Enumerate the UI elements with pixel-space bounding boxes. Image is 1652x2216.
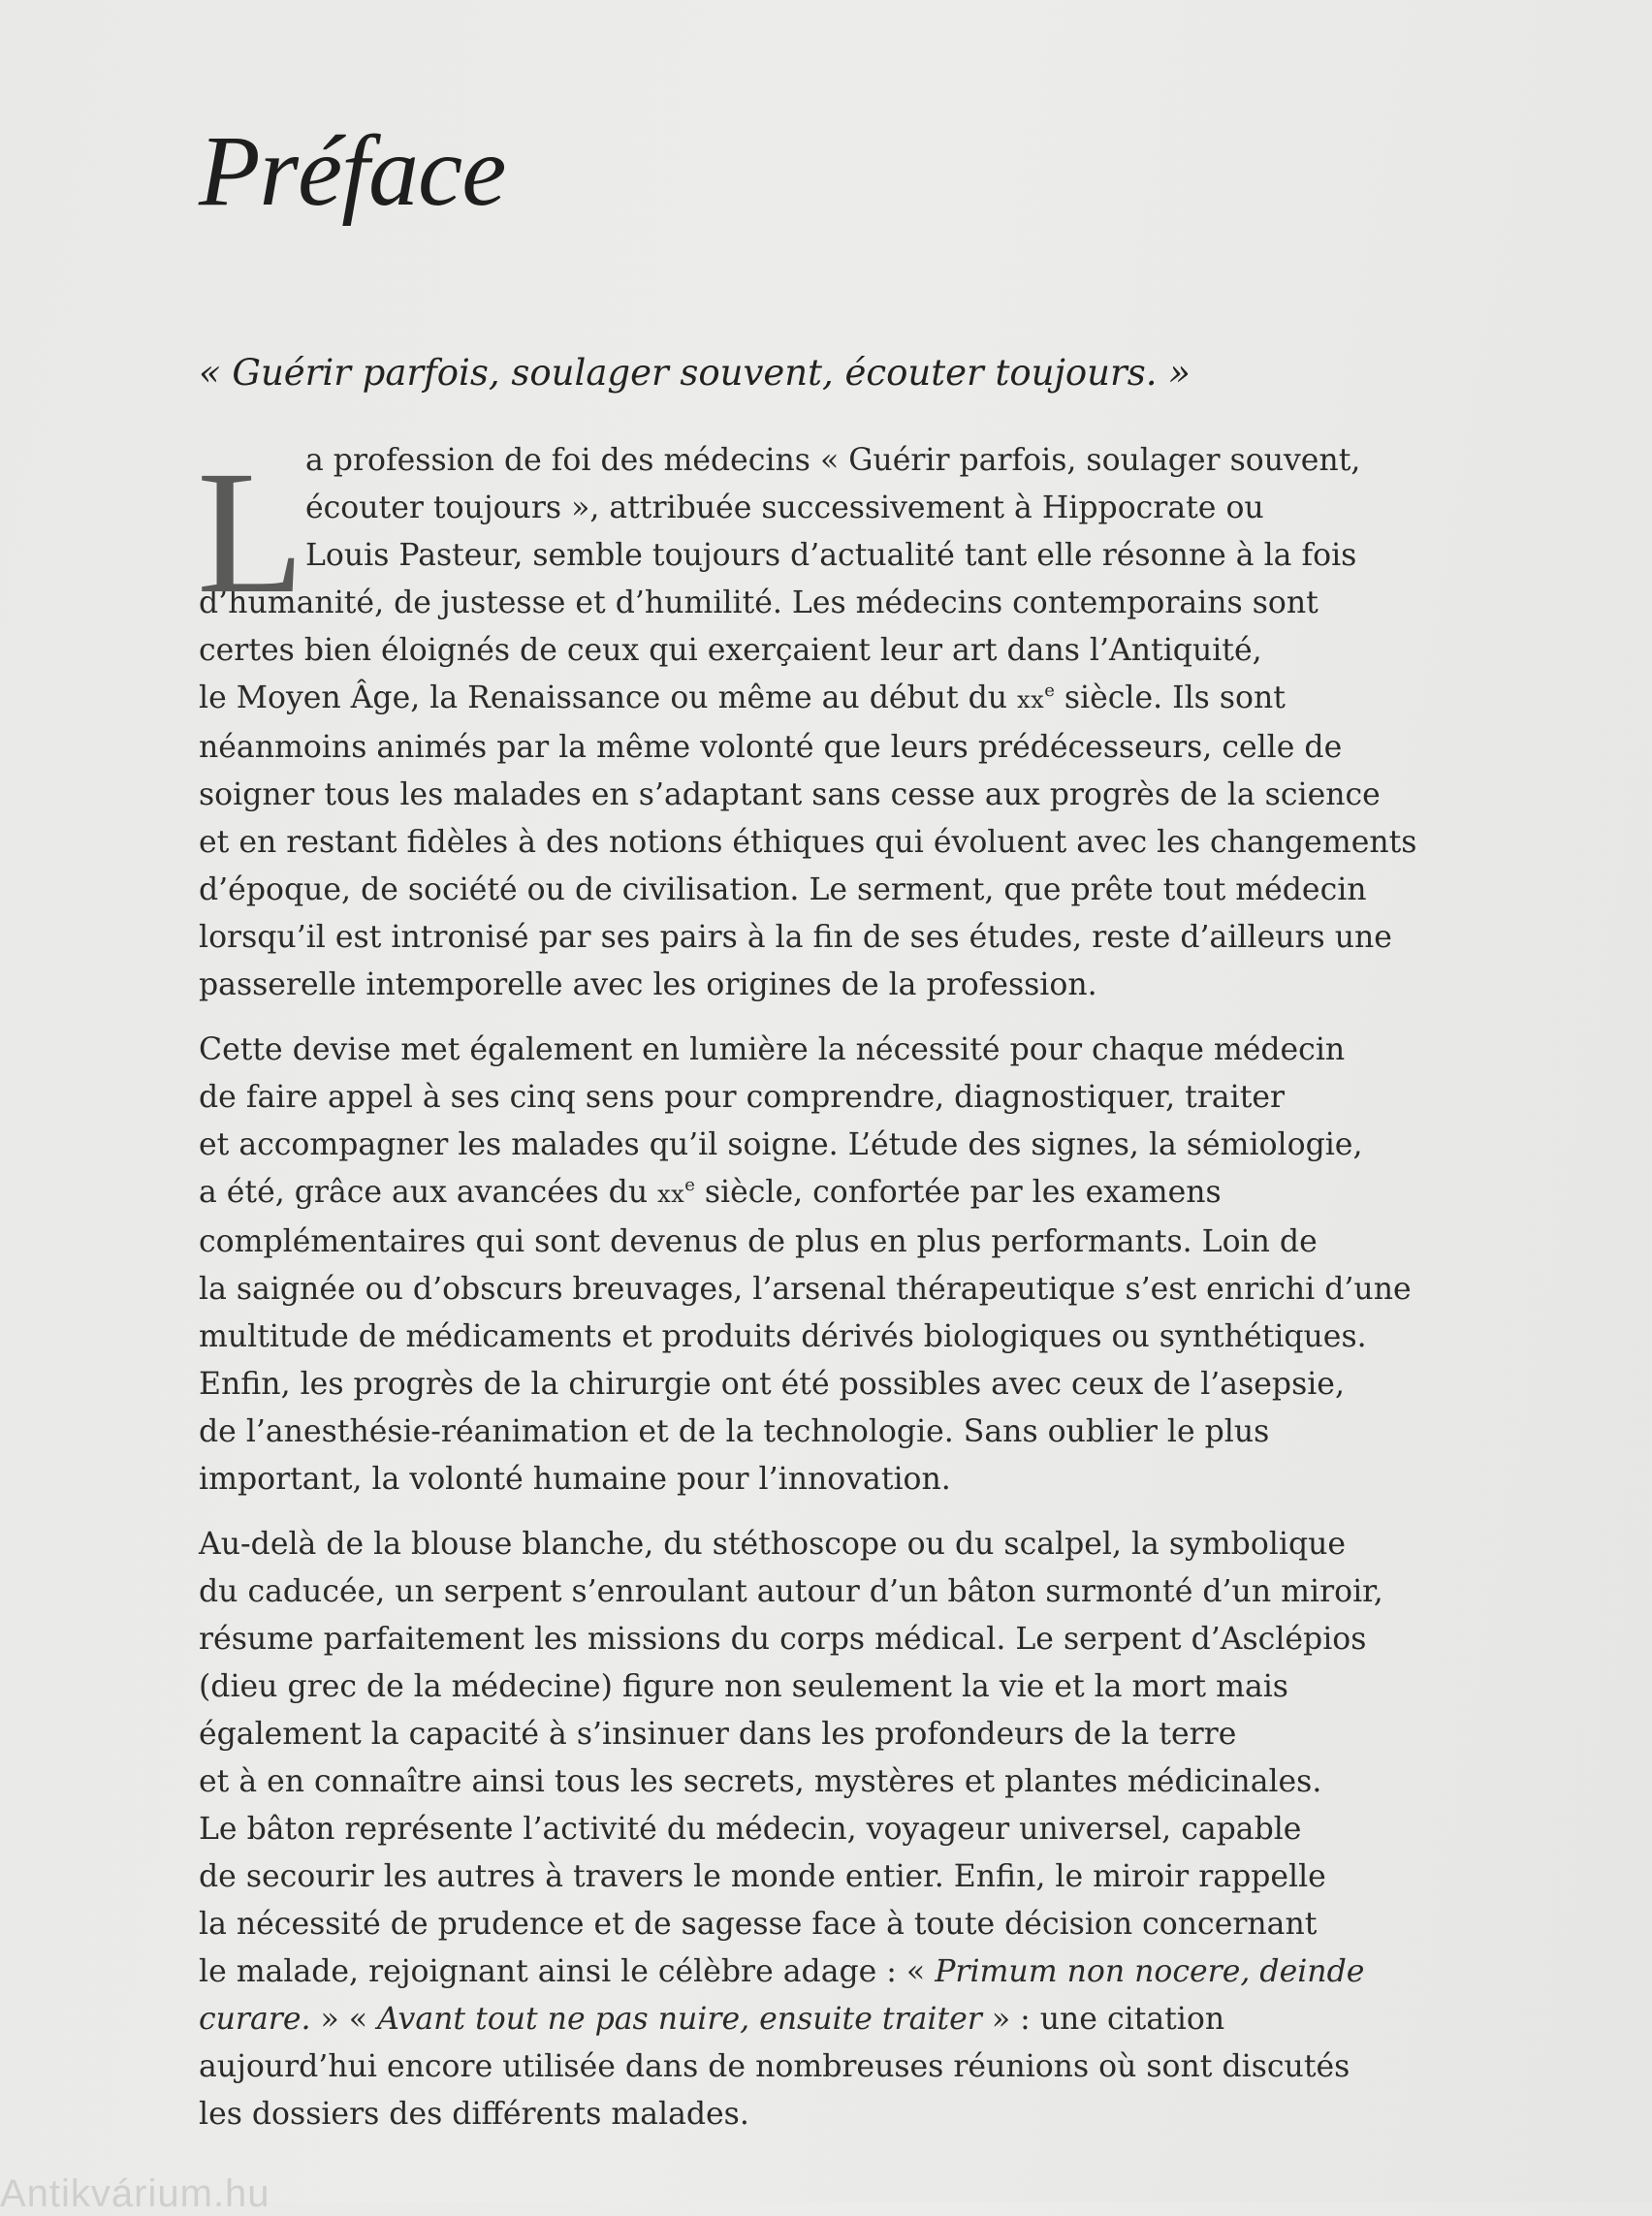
text-line: multitude de médicaments et produits dérivés biologiques ou synthétiques. bbox=[199, 1319, 1367, 1354]
text-line: (dieu grec de la médecine) figure non seulement la vie et la mort mais bbox=[199, 1669, 1288, 1704]
century-numeral: xx bbox=[1017, 686, 1045, 713]
text-line: a été, grâce aux avancées du $xx^e$ siècle, confortée par les examens bbox=[199, 1175, 1222, 1210]
latin-quote: Primum non nocere, deinde bbox=[935, 1954, 1365, 1989]
paragraph-2 bbox=[199, 1027, 1459, 1504]
text-line: et accompagner les malades qu’il soigne. L’étude des signes, la sémiologie, bbox=[199, 1127, 1363, 1162]
text-line: et à en connaître ainsi tous les secrets, mystères et plantes médicinales. bbox=[199, 1764, 1322, 1799]
drop-cap: L bbox=[197, 435, 305, 630]
text-line: d’humanité, de justesse et d’humilité. Les médecins contemporains sont bbox=[199, 586, 1318, 620]
text-line: complémentaires qui sont devenus de plus en plus performants. Loin de bbox=[199, 1224, 1318, 1259]
text-line: soigner tous les malades en s’adaptant sans cesse aux progrès de la science bbox=[199, 777, 1381, 812]
text-line: certes bien éloignés de ceux qui exerçaient leur art dans l’Antiquité, bbox=[199, 633, 1262, 668]
text-line: la saignée ou d’obscurs breuvages, l’arsenal thérapeutique s’est enrichi d’une bbox=[199, 1272, 1412, 1307]
document-page bbox=[197, 115, 1459, 2156]
text-line: et en restant fidèles à des notions éthiques qui évoluent avec les changements bbox=[199, 825, 1417, 860]
paragraph-3 bbox=[199, 1521, 1459, 2138]
text-line: également la capacité à s’insinuer dans les profondeurs de la terre bbox=[199, 1717, 1237, 1752]
text-line: résume parfaitement les missions du corps médical. Le serpent d’Asclépios bbox=[199, 1622, 1367, 1657]
superscript: e bbox=[684, 1175, 695, 1195]
text-line: important, la volonté humaine pour l’innovation. bbox=[199, 1462, 951, 1497]
text-line: Enfin, les progrès de la chirurgie ont été possibles avec ceux de l’asepsie, bbox=[199, 1367, 1345, 1402]
text-line: d’époque, de société ou de civilisation. Le serment, que prête tout médecin bbox=[199, 872, 1367, 907]
page-title: Préface bbox=[199, 115, 506, 227]
latin-quote: curare. bbox=[199, 2002, 311, 2037]
text-line: écouter toujours », attribuée successivement à Hippocrate ou bbox=[305, 491, 1264, 525]
text-line: du caducée, un serpent s’enroulant autour d’un bâton surmonté d’un miroir, bbox=[199, 1574, 1383, 1609]
text-line: néanmoins animés par la même volonté que leurs prédécesseurs, celle de bbox=[199, 730, 1343, 765]
paragraph-1 bbox=[199, 437, 1459, 1009]
text-line: Cette devise met également en lumière la nécessité pour chaque médecin bbox=[199, 1032, 1346, 1067]
french-translation: Avant tout ne pas nuire, ensuite traiter bbox=[377, 2002, 982, 2037]
superscript: e bbox=[1044, 681, 1055, 701]
text-line: Au-delà de la blouse blanche, du stéthoscope ou du scalpel, la symbolique bbox=[199, 1527, 1347, 1562]
century-numeral: xx bbox=[657, 1181, 685, 1208]
text-line: Louis Pasteur, semble toujours d’actualité tant elle résonne à la fois bbox=[305, 538, 1357, 573]
epigraph-quote: « Guérir parfois, soulager souvent, écouter toujours. » bbox=[199, 352, 1191, 394]
text-line: les dossiers des différents malades. bbox=[199, 2097, 749, 2132]
text-line: curare. » « Avant tout ne pas nuire, ensuite traiter » : une citation bbox=[199, 2002, 1225, 2037]
text-line: passerelle intemporelle avec les origines de la profession. bbox=[199, 967, 1097, 1002]
text-line: Le bâton représente l’activité du médecin, voyageur universel, capable bbox=[199, 1812, 1302, 1847]
text-line: le malade, rejoignant ainsi le célèbre adage : « Primum non nocere, deinde bbox=[199, 1954, 1365, 1989]
body-text bbox=[199, 437, 1459, 2138]
text-line: lorsqu’il est intronisé par ses pairs à la fin de ses études, reste d’ailleurs une bbox=[199, 920, 1392, 955]
text-line: a profession de foi des médecins « Guérir parfois, soulager souvent, bbox=[305, 443, 1361, 478]
text-line: de l’anesthésie-réanimation et de la technologie. Sans oublier le plus bbox=[199, 1414, 1270, 1449]
watermark: Antikvárium.hu bbox=[0, 2172, 270, 2215]
text-line: le Moyen Âge, la Renaissance ou même au début du $xx^e$ siècle. Ils sont bbox=[199, 681, 1286, 715]
text-line: aujourd’hui encore utilisée dans de nombreuses réunions où sont discutés bbox=[199, 2049, 1350, 2084]
text-line: de faire appel à ses cinq sens pour comprendre, diagnostiquer, traiter bbox=[199, 1080, 1286, 1115]
text-line: la nécessité de prudence et de sagesse face à toute décision concernant bbox=[199, 1907, 1318, 1942]
text-line: de secourir les autres à travers le monde entier. Enfin, le miroir rappelle bbox=[199, 1859, 1326, 1894]
